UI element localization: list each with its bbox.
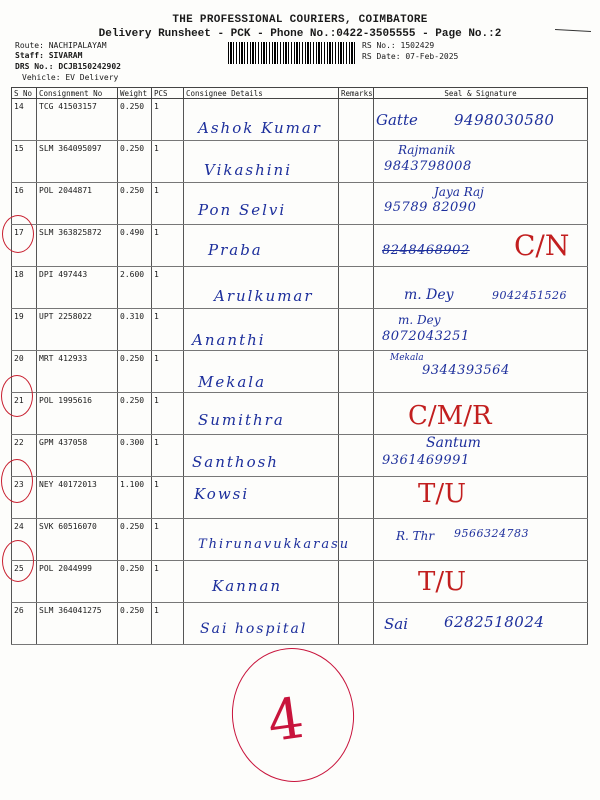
- consignment-cell: POL 1995616: [37, 393, 118, 435]
- sno-cell: 19: [12, 309, 37, 351]
- signature-handwriting: Sai: [384, 615, 409, 633]
- pcs-cell: 1: [152, 519, 184, 561]
- rs-date: RS Date: 07-Feb-2025: [362, 52, 459, 61]
- remarks-cell: [339, 519, 374, 561]
- consignment-cell: UPT 2258022: [37, 309, 118, 351]
- phone-handwriting: 95789 82090: [384, 200, 477, 215]
- table-row: [12, 561, 588, 603]
- weight-cell: 0.250: [118, 393, 152, 435]
- consignment-cell: SLM 364095097: [37, 141, 118, 183]
- phone-handwriting: 8248468902: [382, 243, 470, 258]
- consignee-handwriting: Ananthi: [192, 331, 266, 349]
- pcs-cell: 1: [152, 141, 184, 183]
- consignee-cell: [184, 225, 339, 267]
- signature-handwriting: Gatte: [376, 111, 418, 129]
- consignment-cell: POL 2044999: [37, 561, 118, 603]
- table-row: [12, 99, 588, 141]
- remarks-cell: [339, 393, 374, 435]
- consignee-cell: [184, 99, 339, 141]
- col-consignment: Consignment No: [37, 88, 118, 99]
- red-circle-mark: [2, 215, 34, 253]
- remarks-cell: [339, 435, 374, 477]
- signature-cell: [374, 519, 588, 561]
- weight-cell: 0.250: [118, 183, 152, 225]
- weight-cell: 0.250: [118, 141, 152, 183]
- signature-cell: [374, 477, 588, 519]
- consignee-cell: [184, 267, 339, 309]
- pcs-cell: 1: [152, 603, 184, 645]
- red-circle-mark: [2, 540, 34, 582]
- sno-cell: 24: [12, 519, 37, 561]
- signature-handwriting: m. Dey: [404, 287, 454, 303]
- remarks-cell: [339, 267, 374, 309]
- delivery-table: [11, 87, 588, 645]
- signature-handwriting: Rajmanik: [398, 143, 456, 157]
- table-row: [12, 603, 588, 645]
- consignee-cell: [184, 351, 339, 393]
- red-remark: T/U: [418, 567, 467, 597]
- vehicle-label: Vehicle: EV Delivery: [22, 73, 119, 82]
- signature-cell: [374, 183, 588, 225]
- remarks-cell: [339, 351, 374, 393]
- phone-handwriting: 9344393564: [422, 363, 510, 378]
- col-pcs: PCS: [152, 88, 184, 99]
- table-row: [12, 435, 588, 477]
- sno-cell: 14: [12, 99, 37, 141]
- remarks-cell: [339, 309, 374, 351]
- weight-cell: 1.100: [118, 477, 152, 519]
- col-remarks: Remarks: [339, 88, 374, 99]
- table-row: [12, 477, 588, 519]
- signature-handwriting: R. Thr: [396, 529, 435, 543]
- signature-handwriting: m. Dey: [398, 313, 441, 327]
- col-weight: Weight: [118, 88, 152, 99]
- consignee-handwriting: Mekala: [198, 373, 267, 391]
- table-row: [12, 225, 588, 267]
- consignment-cell: MRT 412933: [37, 351, 118, 393]
- sno-cell: 16: [12, 183, 37, 225]
- signature-handwriting: Mekala: [390, 353, 424, 363]
- signature-cell: [374, 435, 588, 477]
- pcs-cell: 1: [152, 183, 184, 225]
- sno-cell: 15: [12, 141, 37, 183]
- phone-handwriting: 9361469991: [382, 453, 470, 468]
- drs-number: DRS No.: DCJB150242902: [15, 62, 121, 71]
- consignee-handwriting: Vikashini: [204, 161, 293, 179]
- consignee-handwriting: Santhosh: [192, 453, 279, 471]
- pcs-cell: 1: [152, 351, 184, 393]
- consignee-handwriting: Kannan: [212, 577, 283, 595]
- consignment-cell: SVK 60516070: [37, 519, 118, 561]
- table-row: [12, 351, 588, 393]
- pcs-cell: 1: [152, 393, 184, 435]
- remarks-cell: [339, 141, 374, 183]
- col-signature: Seal & Signature: [374, 88, 588, 99]
- consignment-cell: NEY 40172013: [37, 477, 118, 519]
- consignee-handwriting: Kowsi: [194, 485, 250, 503]
- col-consignee: Consignee Details: [184, 88, 339, 99]
- signature-cell: [374, 141, 588, 183]
- remarks-cell: [339, 603, 374, 645]
- remarks-cell: [339, 99, 374, 141]
- signature-handwriting: Jaya Raj: [434, 185, 484, 199]
- phone-handwriting: 8072043251: [382, 329, 470, 344]
- col-sno: S No: [12, 88, 37, 99]
- consignee-handwriting: Arulkumar: [214, 287, 314, 305]
- route-label: Route: NACHIPALAYAM: [15, 41, 107, 50]
- remarks-cell: [339, 561, 374, 603]
- sno-cell: 20: [12, 351, 37, 393]
- signature-cell: [374, 225, 588, 267]
- table-row: [12, 141, 588, 183]
- red-remark: C/M/R: [408, 401, 492, 431]
- consignee-cell: [184, 393, 339, 435]
- consignment-cell: POL 2044871: [37, 183, 118, 225]
- sno-cell: 22: [12, 435, 37, 477]
- sno-cell: 23: [12, 477, 37, 519]
- remarks-cell: [339, 183, 374, 225]
- remarks-cell: [339, 477, 374, 519]
- red-circle-mark: [1, 375, 33, 417]
- table-row: [12, 309, 588, 351]
- consignee-cell: [184, 183, 339, 225]
- table-row: [12, 393, 588, 435]
- signature-cell: [374, 561, 588, 603]
- consignee-handwriting: Sai hospital: [200, 621, 308, 637]
- consignee-handwriting: Praba: [208, 241, 263, 259]
- pcs-cell: 1: [152, 267, 184, 309]
- staff-label: Staff: SIVARAM: [15, 51, 83, 60]
- sno-cell: 21: [12, 393, 37, 435]
- red-remark: T/U: [418, 479, 467, 509]
- phone-handwriting: 6282518024: [444, 613, 545, 631]
- consignment-cell: SLM 363825872: [37, 225, 118, 267]
- red-circle-mark: [1, 459, 33, 503]
- remarks-cell: [339, 225, 374, 267]
- pcs-cell: 1: [152, 435, 184, 477]
- weight-cell: 0.490: [118, 225, 152, 267]
- weight-cell: 0.250: [118, 519, 152, 561]
- pcs-cell: 1: [152, 561, 184, 603]
- weight-cell: 0.250: [118, 351, 152, 393]
- signature-cell: [374, 267, 588, 309]
- signature-cell: [374, 393, 588, 435]
- table-row: [12, 183, 588, 225]
- consignee-handwriting: Thirunavukkarasu: [198, 537, 351, 552]
- weight-cell: 0.250: [118, 603, 152, 645]
- pcs-cell: 1: [152, 99, 184, 141]
- weight-cell: 2.600: [118, 267, 152, 309]
- consignment-cell: DPI 497443: [37, 267, 118, 309]
- weight-cell: 0.300: [118, 435, 152, 477]
- phone-handwriting: 9042451526: [492, 289, 567, 302]
- weight-cell: 0.250: [118, 561, 152, 603]
- sno-cell: 26: [12, 603, 37, 645]
- consignee-handwriting: Pon Selvi: [198, 201, 287, 219]
- pcs-cell: 1: [152, 225, 184, 267]
- phone-handwriting: 9843798008: [384, 159, 472, 174]
- pcs-cell: 1: [152, 477, 184, 519]
- signature-cell: [374, 99, 588, 141]
- table-header-row: [12, 88, 588, 99]
- consignment-cell: TCG 41503157: [37, 99, 118, 141]
- drs-barcode: [228, 42, 356, 64]
- consignee-cell: [184, 141, 339, 183]
- consignment-cell: SLM 364041275: [37, 603, 118, 645]
- consignee-cell: [184, 435, 339, 477]
- rs-number: RS No.: 1502429: [362, 41, 435, 50]
- consignee-handwriting: Sumithra: [198, 411, 285, 429]
- weight-cell: 0.310: [118, 309, 152, 351]
- table-row: [12, 267, 588, 309]
- sno-cell: 18: [12, 267, 37, 309]
- consignment-cell: GPM 437058: [37, 435, 118, 477]
- consignee-cell: [184, 603, 339, 645]
- weight-cell: 0.250: [118, 99, 152, 141]
- phone-handwriting: 9498030580: [454, 111, 555, 129]
- red-remark: C/N: [514, 229, 570, 262]
- page-count-number: 4: [263, 685, 308, 756]
- signature-cell: [374, 351, 588, 393]
- signature-cell: [374, 309, 588, 351]
- phone-handwriting: 9566324783: [454, 527, 529, 540]
- consignee-handwriting: Ashok Kumar: [198, 119, 322, 137]
- consignee-cell: [184, 309, 339, 351]
- table-row: [12, 519, 588, 561]
- sno-cell: 17: [12, 225, 37, 267]
- signature-handwriting: Santum: [426, 435, 481, 451]
- sno-cell: 25: [12, 561, 37, 603]
- consignee-cell: [184, 477, 339, 519]
- pcs-cell: 1: [152, 309, 184, 351]
- company-title: THE PROFESSIONAL COURIERS, COIMBATORE: [172, 14, 428, 26]
- runsheet-subtitle: Delivery Runsheet - PCK - Phone No.:0422-3505555 - Page No.:2: [98, 28, 502, 40]
- consignee-cell: [184, 561, 339, 603]
- consignee-cell: [184, 519, 351, 561]
- signature-cell: [374, 603, 588, 645]
